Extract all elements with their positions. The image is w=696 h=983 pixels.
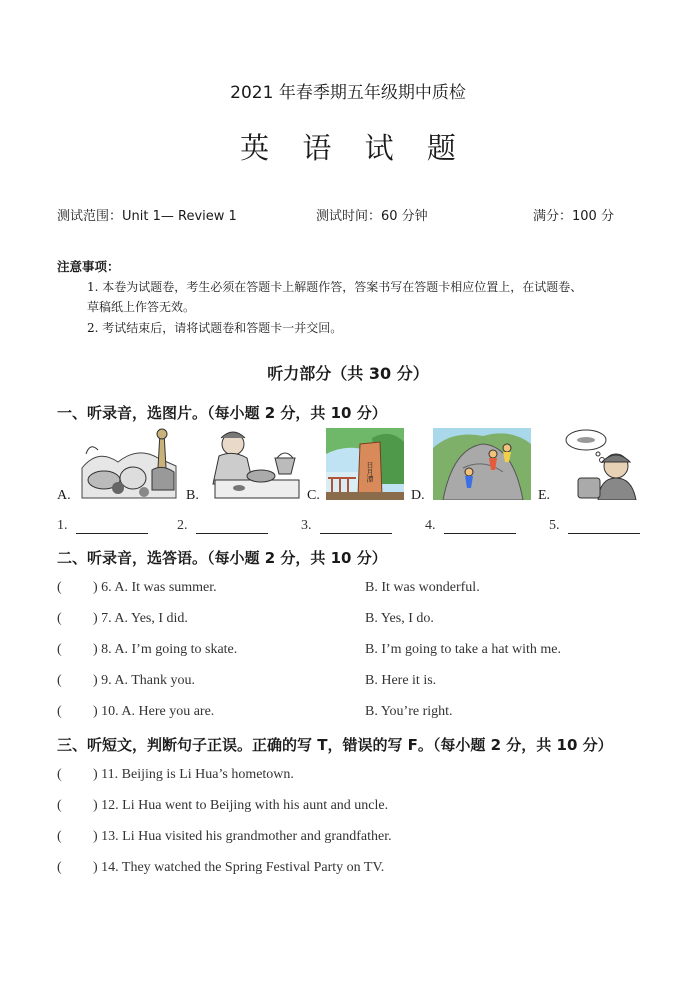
question-paren[interactable]: ( xyxy=(57,611,62,626)
note-item-1: 1. 本卷为试题卷，考生必须在答题卡上解题作答，答案书写在答题卡相应位置上，在试题卷、 xyxy=(87,280,583,294)
pic-label-b: B. xyxy=(186,488,199,503)
note-item-2: 2. 考试结束后，请将试题卷和答题卡一并交回。 xyxy=(87,321,343,335)
question-7-option-b: B. Yes, I do. xyxy=(365,611,434,626)
boy-thinking-picture-icon xyxy=(558,428,638,500)
pic-label-c: C. xyxy=(307,488,320,503)
sun-moon-lake-sign-picture-icon xyxy=(326,428,404,500)
pic-label-d: D. xyxy=(411,488,425,503)
question-6-option-b: B. It was wonderful. xyxy=(365,580,480,595)
question-6-option-a: ) 6. A. It was summer. xyxy=(93,580,217,595)
answer-blank-1[interactable]: 1. xyxy=(57,518,148,534)
pic-label-e: E. xyxy=(538,488,551,503)
note-item-1-cont: 草稿纸上作答无效。 xyxy=(87,300,196,314)
notes-heading: 注意事项： xyxy=(57,259,120,274)
test-time: 测试时间：60 分钟 xyxy=(316,209,428,224)
answer-blank-5[interactable]: 5. xyxy=(549,518,640,534)
question-10-option-b: B. You’re right. xyxy=(365,704,453,719)
tf-answer-paren[interactable]: ( xyxy=(57,767,62,782)
tf-statement-13: ) 13. Li Hua visited his grandmother and grandfather. xyxy=(93,829,392,844)
test-scope: 测试范围：Unit 1— Review 1 xyxy=(57,209,237,224)
question-paren[interactable]: ( xyxy=(57,673,62,688)
question-paren[interactable]: ( xyxy=(57,642,62,657)
question-10-option-a: ) 10. A. Here you are. xyxy=(93,704,215,719)
question-9-option-a: ) 9. A. Thank you. xyxy=(93,673,196,688)
grandma-cooking-picture-icon xyxy=(205,428,301,500)
answer-blank-2[interactable]: 2. xyxy=(177,518,268,534)
tf-statement-14: ) 14. They watched the Spring Festival Party on TV. xyxy=(93,860,385,875)
full-score: 满分：100 分 xyxy=(533,209,614,224)
answer-blank-3[interactable]: 3. xyxy=(301,518,392,534)
question-paren[interactable]: ( xyxy=(57,704,62,719)
tf-statement-11: ) 11. Beijing is Li Hua’s hometown. xyxy=(93,767,294,782)
question-paren[interactable]: ( xyxy=(57,580,62,595)
tf-answer-paren[interactable]: ( xyxy=(57,829,62,844)
animals-picture-icon xyxy=(78,428,180,500)
exam-subtitle: 2021 年春季期五年级期中质检 xyxy=(230,83,466,103)
pic-label-a: A. xyxy=(57,488,71,503)
lake-sign-text: 日月潭 xyxy=(366,461,374,483)
answer-blank-4[interactable]: 4. xyxy=(425,518,516,534)
exam-title: 英 语 试 题 xyxy=(240,131,468,165)
question-8-option-a: ) 8. A. I’m going to skate. xyxy=(93,642,238,657)
part1-heading: 一、听录音，选图片。（每小题 2 分，共 10 分） xyxy=(57,404,387,422)
question-8-option-b: B. I’m going to take a hat with me. xyxy=(365,642,561,657)
tf-answer-paren[interactable]: ( xyxy=(57,860,62,875)
listening-section-title: 听力部分（共 30 分） xyxy=(267,364,429,383)
mountain-climbing-picture-icon xyxy=(433,428,531,500)
tf-answer-paren[interactable]: ( xyxy=(57,798,62,813)
question-9-option-b: B. Here it is. xyxy=(365,673,437,688)
part2-heading: 二、听录音，选答语。（每小题 2 分，共 10 分） xyxy=(57,549,387,567)
question-7-option-a: ) 7. A. Yes, I did. xyxy=(93,611,188,626)
part3-heading: 三、听短文，判断句子正误。正确的写 T，错误的写 F。（每小题 2 分，共 10 分） xyxy=(57,736,613,754)
tf-statement-12: ) 12. Li Hua went to Beijing with his aunt and uncle. xyxy=(93,798,389,813)
